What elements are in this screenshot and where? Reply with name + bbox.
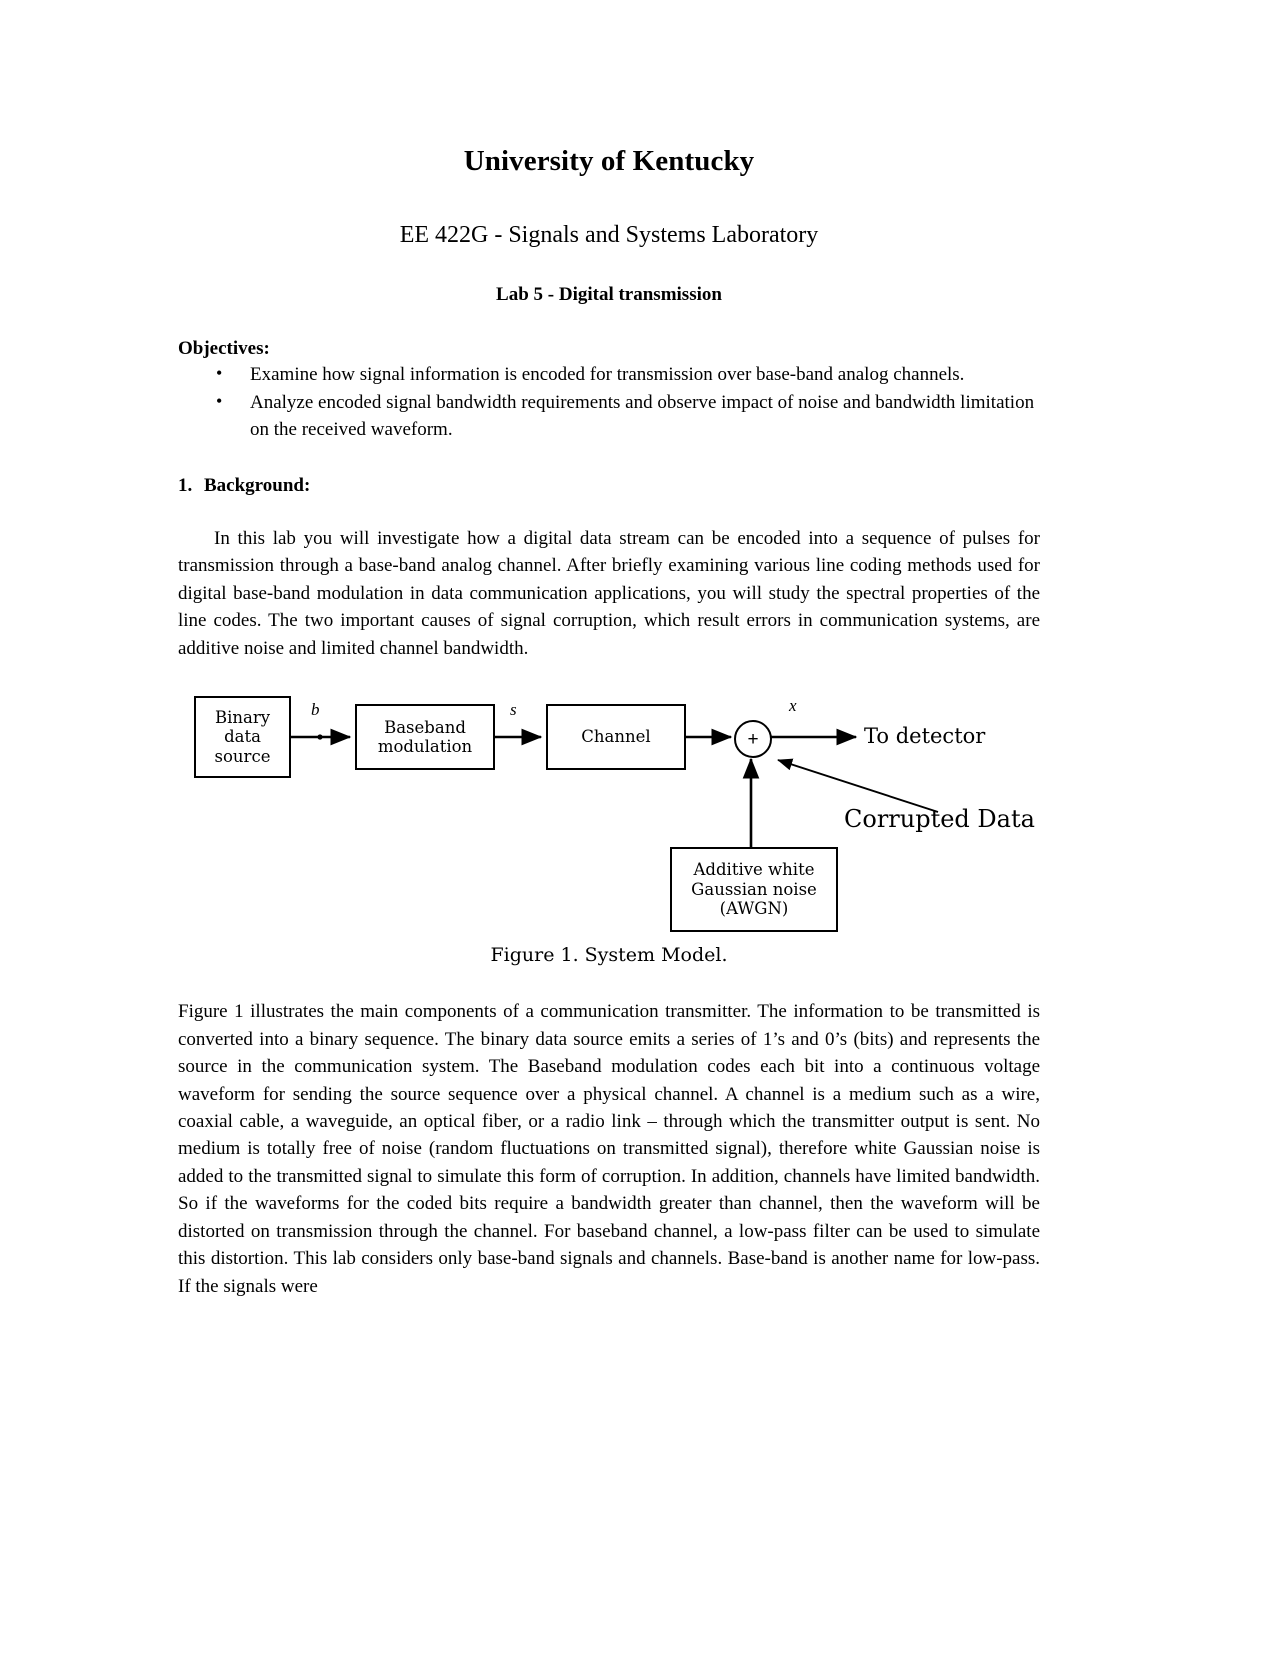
block-line: Additive white: [693, 860, 815, 880]
objectives-list: [178, 362, 1040, 444]
bullet-icon: •: [216, 363, 223, 383]
label-to-detector: To detector: [864, 724, 986, 749]
signal-label-x: x: [789, 696, 797, 716]
figure-1: [178, 682, 1040, 972]
page-content: [178, 0, 1040, 1300]
block-line: modulation: [377, 737, 473, 757]
block-binary-data-source: [194, 696, 291, 778]
page-title: University of Kentucky: [463, 145, 755, 177]
section-heading-background: [178, 445, 1040, 497]
block-line: Binary: [214, 707, 271, 727]
block-line: Baseband: [384, 717, 466, 737]
block-line: data: [224, 727, 261, 747]
block-line: (AWGN): [719, 899, 789, 919]
summing-junction-icon: +: [734, 720, 772, 758]
background-paragraph: In this lab you will investigate how a digital data stream can be encoded into a sequence of pulses for transmission through a base-band analog channel. After briefly examining various line coding methods used for digital base-band modulation in data communication applications, you will study the spectral properties of the line codes. The two important causes of signal corruption, which result errors in communication systems, are additive noise and limited channel bandwidth.: [178, 527, 1040, 659]
list-item: [216, 362, 1040, 389]
block-channel: [546, 704, 686, 770]
section-title: Background:: [204, 474, 311, 496]
block-line: source: [214, 746, 271, 766]
objectives-heading: Objectives:: [178, 338, 270, 359]
signal-label-s: s: [510, 700, 517, 720]
course-subtitle: EE 422G - Signals and Systems Laboratory: [399, 222, 819, 248]
block-line: Gaussian noise: [691, 879, 817, 899]
label-corrupted-data: Corrupted Data: [844, 805, 1035, 834]
block-baseband-modulation: [355, 704, 495, 770]
block-awgn: [670, 847, 838, 932]
bullet-icon: •: [216, 390, 223, 411]
discussion-paragraph: Figure 1 illustrates the main components of a communication transmitter. The information to be transmitted is converted into a binary sequence. The binary data source emits a series of 1’s and 0’s (bits) and represents the source in the communication system. The Baseband modulation codes each bit into a continuous voltage waveform for sending the source sequence over a physical channel. A channel is a medium such as a wire, coaxial cable, a waveguide, an optical fiber, or a radio link – through which the transmitter output is sent. No medium is totally free of noise (random fluctuations on transmitted signal), therefore white Gaussian noise is added to the transmitted signal to simulate this form of corruption. In addition, channels have limited bandwidth. So if the waveforms for the coded bits require a bandwidth greater than channel, then the waveform will be distorted on transmission through the channel. For baseband channel, a low-pass filter can be used to simulate this distortion. This lab considers only base-band signals and channels. Base-band is another name for low-pass. If the signals were: [178, 1001, 1040, 1297]
section-number: 1.: [178, 474, 193, 496]
list-item: [216, 390, 1040, 444]
lab-subtitle: Lab 5 - Digital transmission: [496, 284, 722, 305]
objective-text: Analyze encoded signal bandwidth requirements and observe impact of noise and bandwidth limitation on the received waveform.: [250, 391, 1035, 440]
system-model-diagram: [178, 682, 1040, 967]
figure-caption: Figure 1. System Model.: [490, 944, 728, 967]
block-line: Channel: [581, 727, 651, 747]
signal-label-b: b: [311, 700, 320, 720]
objective-text: Examine how signal information is encoded for transmission over base-band analog channels.: [250, 364, 965, 385]
